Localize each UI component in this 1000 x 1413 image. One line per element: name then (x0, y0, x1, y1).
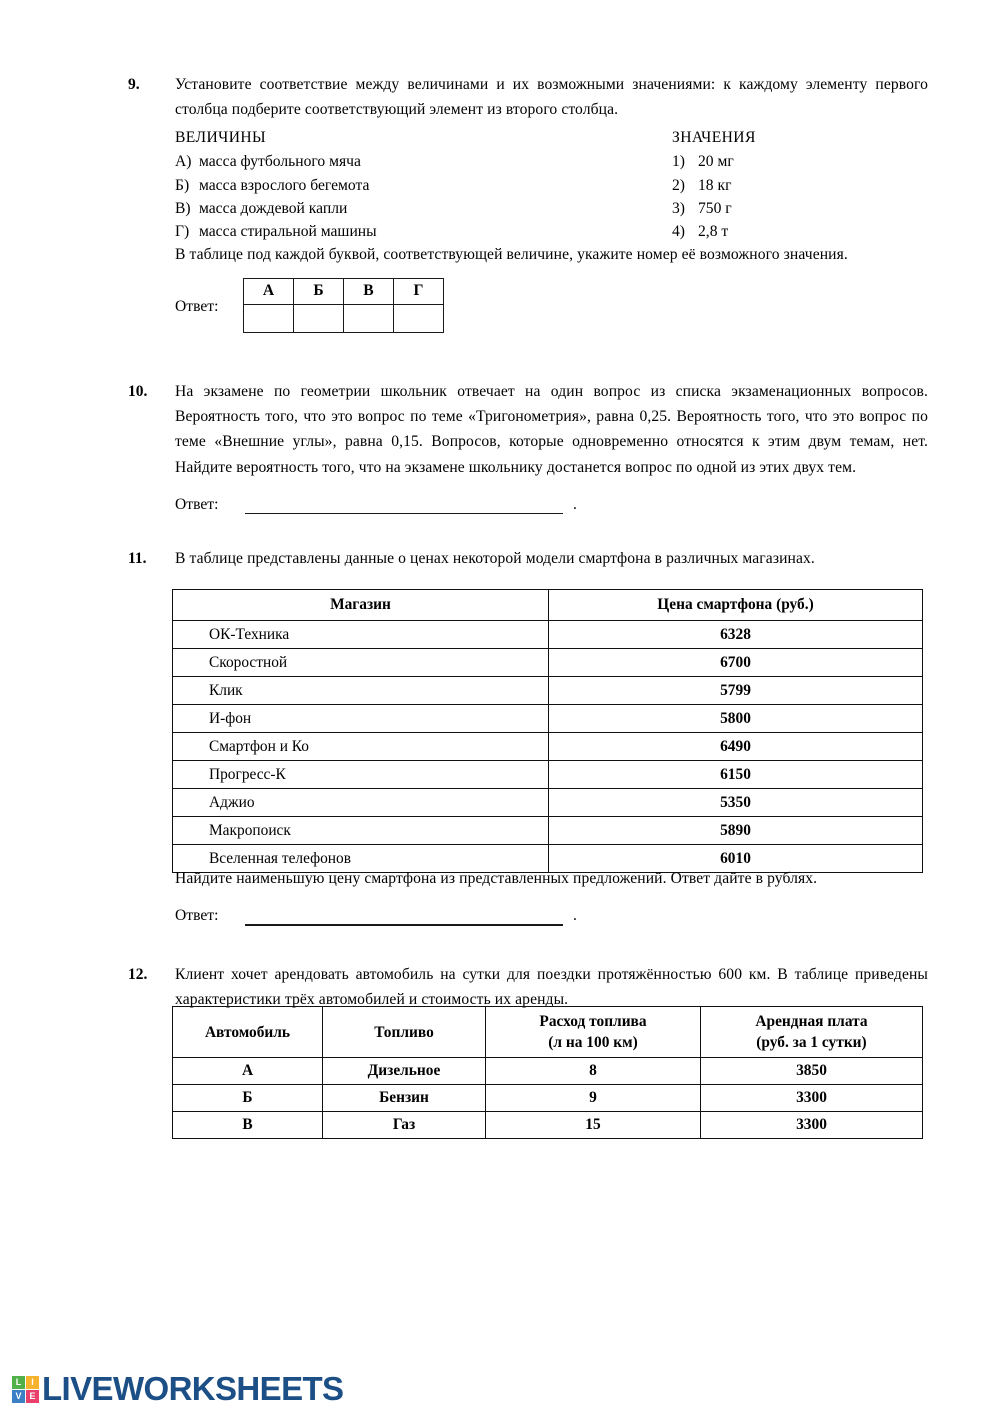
table-row (173, 733, 923, 761)
shop-name: Аджио (173, 789, 549, 817)
task-9-quantities-column (175, 126, 655, 243)
task-10-answer-period: . (573, 495, 577, 513)
shop-name: Смартфон и Ко (173, 733, 549, 761)
task-10-answer-label: Ответ: (175, 495, 219, 513)
task-11-answer-input[interactable] (245, 924, 563, 926)
item-marker: Г) (175, 223, 190, 241)
task-10-answer-area (175, 492, 928, 524)
column-header-price: Цена смартфона (руб.) (549, 590, 923, 621)
table-row (173, 649, 923, 677)
task-11 (128, 546, 928, 571)
car-rent: 3300 (701, 1112, 923, 1139)
shop-name: Скоростной (173, 649, 549, 677)
shop-name: Вселенная телефонов (173, 845, 549, 873)
item-marker: 3) (672, 199, 685, 217)
task-9-quantity-item (175, 197, 655, 220)
answer-grid-header-cell: Б (294, 278, 344, 304)
task-9-values-column (672, 126, 972, 243)
shop-name: И-фон (173, 705, 549, 733)
task-9 (128, 72, 928, 334)
table-row (173, 621, 923, 649)
task-9-answer-grid (243, 278, 444, 333)
table-row (244, 278, 444, 304)
task-9-value-item (672, 174, 972, 197)
table-row (173, 1058, 923, 1085)
shop-name: Прогресс-К (173, 761, 549, 789)
logo-tile-l: L (12, 1376, 25, 1389)
car-rent: 3300 (701, 1085, 923, 1112)
column-header-consumption (486, 1007, 701, 1058)
liveworksheets-logo (12, 1370, 343, 1408)
task-9-answer-label: Ответ: (175, 297, 219, 315)
car-fuel: Бензин (323, 1085, 486, 1112)
table-row (173, 761, 923, 789)
task-12-number: 12. (128, 966, 148, 983)
table-row (173, 789, 923, 817)
task-9-number: 9. (128, 76, 140, 93)
car-label: А (173, 1058, 323, 1085)
task-12 (128, 962, 928, 1012)
item-marker: 4) (672, 223, 685, 241)
logo-tile-v: V (12, 1390, 25, 1403)
item-text: масса футбольного мяча (199, 153, 361, 171)
task-10-number: 10. (128, 383, 148, 400)
car-rental-table (172, 1006, 923, 1139)
column-header-rent-line1: Арендная плата (755, 1013, 868, 1030)
table-header-row (173, 1007, 923, 1058)
item-marker: 2) (672, 176, 685, 194)
task-9-value-item (672, 220, 972, 243)
shop-price: 5800 (549, 705, 923, 733)
item-marker: 1) (672, 153, 685, 171)
car-label: Б (173, 1085, 323, 1112)
item-text: 750 г (698, 199, 732, 217)
shop-name: Клик (173, 677, 549, 705)
column-header-car (173, 1007, 323, 1058)
answer-grid-header-cell: В (344, 278, 394, 304)
answer-grid-input-cell-g[interactable] (394, 304, 444, 332)
car-consumption: 15 (486, 1112, 701, 1139)
car-rent: 3850 (701, 1058, 923, 1085)
task-11-followup-text: Найдите наименьшую цену смартфона из представленных предложений. Ответ дайте в рублях. (175, 870, 818, 887)
item-text: 18 кг (698, 176, 732, 194)
logo-tile-i: I (26, 1376, 39, 1389)
shop-price: 6700 (549, 649, 923, 677)
task-9-answer-area (175, 278, 928, 334)
table-row (173, 1112, 923, 1139)
task-9-prompt: Установите соответствие между величинами и их возможными значениями: к каждому элементу первого столбца подберите соответствующий элемент из второго столбца. (175, 76, 928, 119)
task-9-quantities-heading: ВЕЛИЧИНЫ (175, 129, 267, 147)
shop-price: 5350 (549, 789, 923, 817)
item-text: масса дождевой капли (199, 199, 348, 217)
task-10-answer-input[interactable] (245, 513, 563, 515)
car-rental-table-wrap (172, 1006, 923, 1139)
task-11-followup (128, 866, 928, 935)
shop-price: 5890 (549, 817, 923, 845)
column-header-consumption-line1: Расход топлива (539, 1013, 647, 1030)
car-label: В (173, 1112, 323, 1139)
item-text: 2,8 т (698, 223, 729, 241)
task-11-answer-area (175, 903, 928, 935)
task-9-value-item (672, 150, 972, 173)
task-9-values-heading: ЗНАЧЕНИЯ (672, 129, 756, 147)
logo-tile-e: E (26, 1390, 39, 1403)
table-row (173, 817, 923, 845)
task-9-quantity-item (175, 150, 655, 173)
task-11-number: 11. (128, 550, 147, 567)
task-9-quantity-item (175, 174, 655, 197)
task-9-match-columns (175, 126, 928, 242)
table-row (244, 304, 444, 332)
column-header-car-line1: Автомобиль (204, 1023, 291, 1041)
task-10 (128, 379, 928, 524)
shop-price: 6150 (549, 761, 923, 789)
task-12-prompt: Клиент хочет арендовать автомобиль на сутки для поездки протяжённостью 600 км. В таблице приведены характеристики трёх автомобилей и стоимость их аренды. (175, 966, 928, 1009)
item-marker: А) (175, 153, 192, 171)
item-marker: Б) (175, 176, 190, 194)
liveworksheets-logo-text: LIVEWORKSHEETS (42, 1370, 344, 1407)
answer-grid-input-cell-v[interactable] (344, 304, 394, 332)
table-row (173, 705, 923, 733)
shop-name: ОК-Техника (173, 621, 549, 649)
car-consumption: 8 (486, 1058, 701, 1085)
item-text: 20 мг (698, 153, 734, 171)
shop-price: 5799 (549, 677, 923, 705)
column-header-shop: Магазин (173, 590, 549, 621)
shop-price: 6010 (549, 845, 923, 873)
column-header-rent-line2: (руб. за 1 сутки) (756, 1034, 867, 1051)
table-row (173, 677, 923, 705)
shop-name: Макропоиск (173, 817, 549, 845)
answer-grid-header-cell: А (244, 278, 294, 304)
task-10-prompt: На экзамене по геометрии школьник отвечает на один вопрос из списка экзаменационных вопросов. Вероятность того, что это вопрос по теме «Тригонометрия», равна 0,25. Вероятность того, что это вопрос по теме «Внешние углы», равна 0,15. Вопросов, которые одновременно относятся к этим двум темам, нет. Найдите вероятность того, что на экзамене школьнику достанется вопрос по одной из этих двух тем. (175, 383, 928, 476)
shop-price: 6490 (549, 733, 923, 761)
answer-grid-header-cell: Г (394, 278, 444, 304)
task-11-answer-period: . (573, 907, 577, 925)
column-header-fuel-line1: Топливо (374, 1023, 434, 1041)
table-header-row (173, 590, 923, 621)
task-9-instruction: В таблице под каждой буквой, соответствующей величине, укажите номер её возможного значения. (175, 246, 848, 264)
smartphone-price-table (172, 589, 923, 873)
task-11-prompt: В таблице представлены данные о ценах некоторой модели смартфона в различных магазинах. (175, 550, 815, 567)
task-9-quantity-item (175, 220, 655, 243)
column-header-rent (701, 1007, 923, 1058)
task-11-answer-label: Ответ: (175, 907, 219, 925)
item-marker: В) (175, 199, 191, 217)
car-consumption: 9 (486, 1085, 701, 1112)
answer-grid-input-cell-a[interactable] (244, 304, 294, 332)
item-text: масса стиральной машины (199, 223, 377, 241)
task-9-value-item (672, 197, 972, 220)
car-fuel: Дизельное (323, 1058, 486, 1085)
smartphone-price-table-wrap (172, 589, 923, 873)
item-text: масса взрослого бегемота (199, 176, 370, 194)
column-header-fuel (323, 1007, 486, 1058)
shop-price: 6328 (549, 621, 923, 649)
car-fuel: Газ (323, 1112, 486, 1139)
table-row (173, 1085, 923, 1112)
answer-grid-input-cell-b[interactable] (294, 304, 344, 332)
column-header-consumption-line2: (л на 100 км) (548, 1034, 638, 1051)
liveworksheets-logo-tiles-icon (12, 1376, 39, 1403)
